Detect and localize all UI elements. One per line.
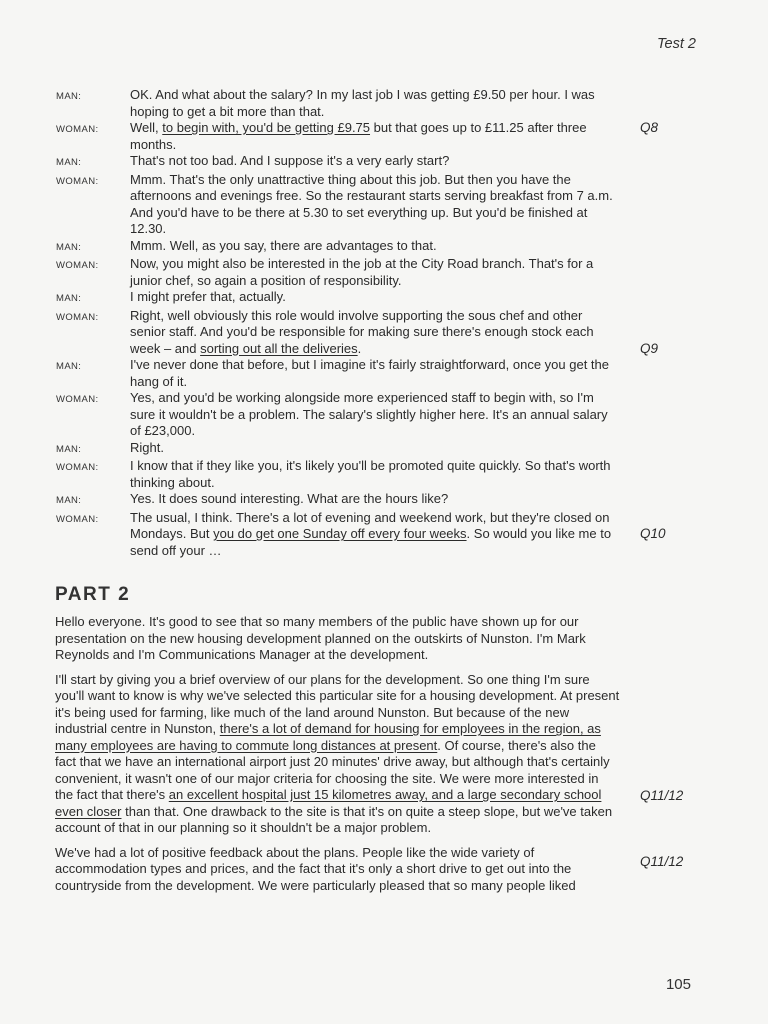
dialogue-turn [0,440,768,459]
speech-text: Well, to begin with, you'd be getting £9.75 but that goes up to £11.25 after three months. [130,120,587,152]
speaker-label: WOMAN: [56,124,99,135]
speaker-label: MAN: [56,361,82,372]
speaker-label: WOMAN: [56,513,99,525]
paragraph [0,845,768,895]
speech-text: I know that if they like you, it's likely you'll be promoted quite quickly. So that's worth thinking about. [130,458,611,490]
speech-text: Right. [130,439,164,455]
speaker-label: MAN: [56,241,82,253]
speaker-label: WOMAN: [56,462,99,473]
dialogue-turn [0,510,768,560]
speaker-label: MAN: [56,293,82,304]
dialogue-turn [0,153,768,172]
speech-text: Now, you might also be interested in the job at the City Road branch. That's for a junior chef, so again a position of responsibility. [130,256,594,288]
speech-text: OK. And what about the salary? In my last job I was getting £9.50 per hour. I was hoping to get a bit more than that. [130,87,595,119]
dialogue-turn [0,172,768,238]
question-marker: Q9 [640,340,659,356]
question-marker: Q10 [640,526,666,541]
speech-text: I've never done that before, but I imagine it's fairly straightforward, once you get the hang of it. [130,357,610,389]
speech-text: Mmm. That's the only unattractive thing about this job. But then you have the afternoons and evenings free. So the restaurant starts serving breakfast from 7 a.m. And you'd have to be there at 5.30 to set everything up. But you'd be finished at 12.30. [130,171,613,236]
page-number: 105 [665,976,691,993]
test-label: Test 2 [657,36,696,52]
speech-text: Mmm. Well, as you say, there are advantages to that. [130,237,437,253]
dialogue-turn [0,491,768,510]
speech-text: The usual, I think. There's a lot of evening and weekend work, but they're closed on Mondays. But you do get one Sunday off every four weeks. So would you like me to send off your … [130,509,612,558]
answer-underline: there's a lot of demand for housing for employees in the region, as many employees are having to commute long distances at present [55,721,601,753]
speaker-label: WOMAN: [56,260,99,271]
paragraph-text: Hello everyone. It's good to see that so many members of the public have shown up for our presentation on the new housing development planned on the outskirts of Nunston. I'm Mark Reynolds and I'm Communications Manager at the development. [55,614,586,662]
dialogue-turn [0,256,768,289]
paragraph [0,614,768,664]
dialogue-turn [0,87,768,120]
dialogue-turn [0,289,768,308]
speech-text: Yes. It does sound interesting. What are the hours like? [130,491,449,506]
dialogue-transcript [0,87,768,559]
speaker-label: MAN: [56,443,82,455]
speaker-label: MAN: [56,157,82,168]
answer-underline: to begin with, you'd be getting £9.75 [162,120,371,135]
dialogue-turn [0,308,768,358]
speaker-label: WOMAN: [56,394,99,405]
speaker-label: WOMAN: [56,311,99,323]
dialogue-turn [0,357,768,390]
part-heading: PART 2 [55,584,131,605]
speech-text: Yes, and you'd be working alongside more experienced staff to begin with, so I'm sure it wouldn't be a problem. The salary's slightly higher here. It's an annual salary of £23,000. [130,390,608,438]
question-marker: Q8 [640,120,659,135]
paragraph-text: We've had a lot of positive feedback about the plans. People like the wide variety of accommodation types and prices, and the fact that it's only a short drive to get out into the countryside from the development. We were particularly pleased that so many people liked [55,844,576,893]
speaker-label: MAN: [56,495,82,506]
dialogue-turn [0,120,768,153]
answer-underline: an excellent hospital just 15 kilometres away, and a large secondary school even closer [55,787,602,819]
speech-text: That's not too bad. And I suppose it's a very early start? [130,153,450,168]
dialogue-turn [0,390,768,440]
monologue-transcript [0,614,768,902]
question-marker: Q11/12 [640,853,684,869]
speech-text: Right, well obviously this role would involve supporting the sous chef and other senior staff. And you'd be responsible for making sure there's enough stock each week – and sorting out all the deliveries. [130,307,594,356]
speaker-label: WOMAN: [56,175,99,187]
paragraph-text: I'll start by giving you a brief overview of our plans for the development. So one thing I'm sure you'll want to know is why we've selected this particular site for a housing development. At present it's being used for farming, like much of the land around Nunston. But because of the new industrial centre in Nunston, there's a lot of demand for housing for employees in the region, as many employees are having to commute long distances at present. Of course, there's also the fact that we have an international airport just 20 minutes' drive away, but although that's certainly convenient, it wasn't one of our major criteria for choosing the site. We were more interested in the fact that there's an excellent hospital just 15 kilometres away, and a large secondary school even closer than that. One drawback to the site is that it's on quite a steep slope, but we've taken account of that in our planning so it shouldn't be a major problem. [55,671,620,835]
answer-underline: sorting out all the deliveries [200,340,358,356]
question-marker: Q11/12 [640,787,684,803]
speaker-label: MAN: [56,91,82,102]
dialogue-turn [0,238,768,257]
speech-text: I might prefer that, actually. [130,289,286,304]
answer-underline: you do get one Sunday off every four weeks [213,526,467,541]
dialogue-turn [0,458,768,491]
